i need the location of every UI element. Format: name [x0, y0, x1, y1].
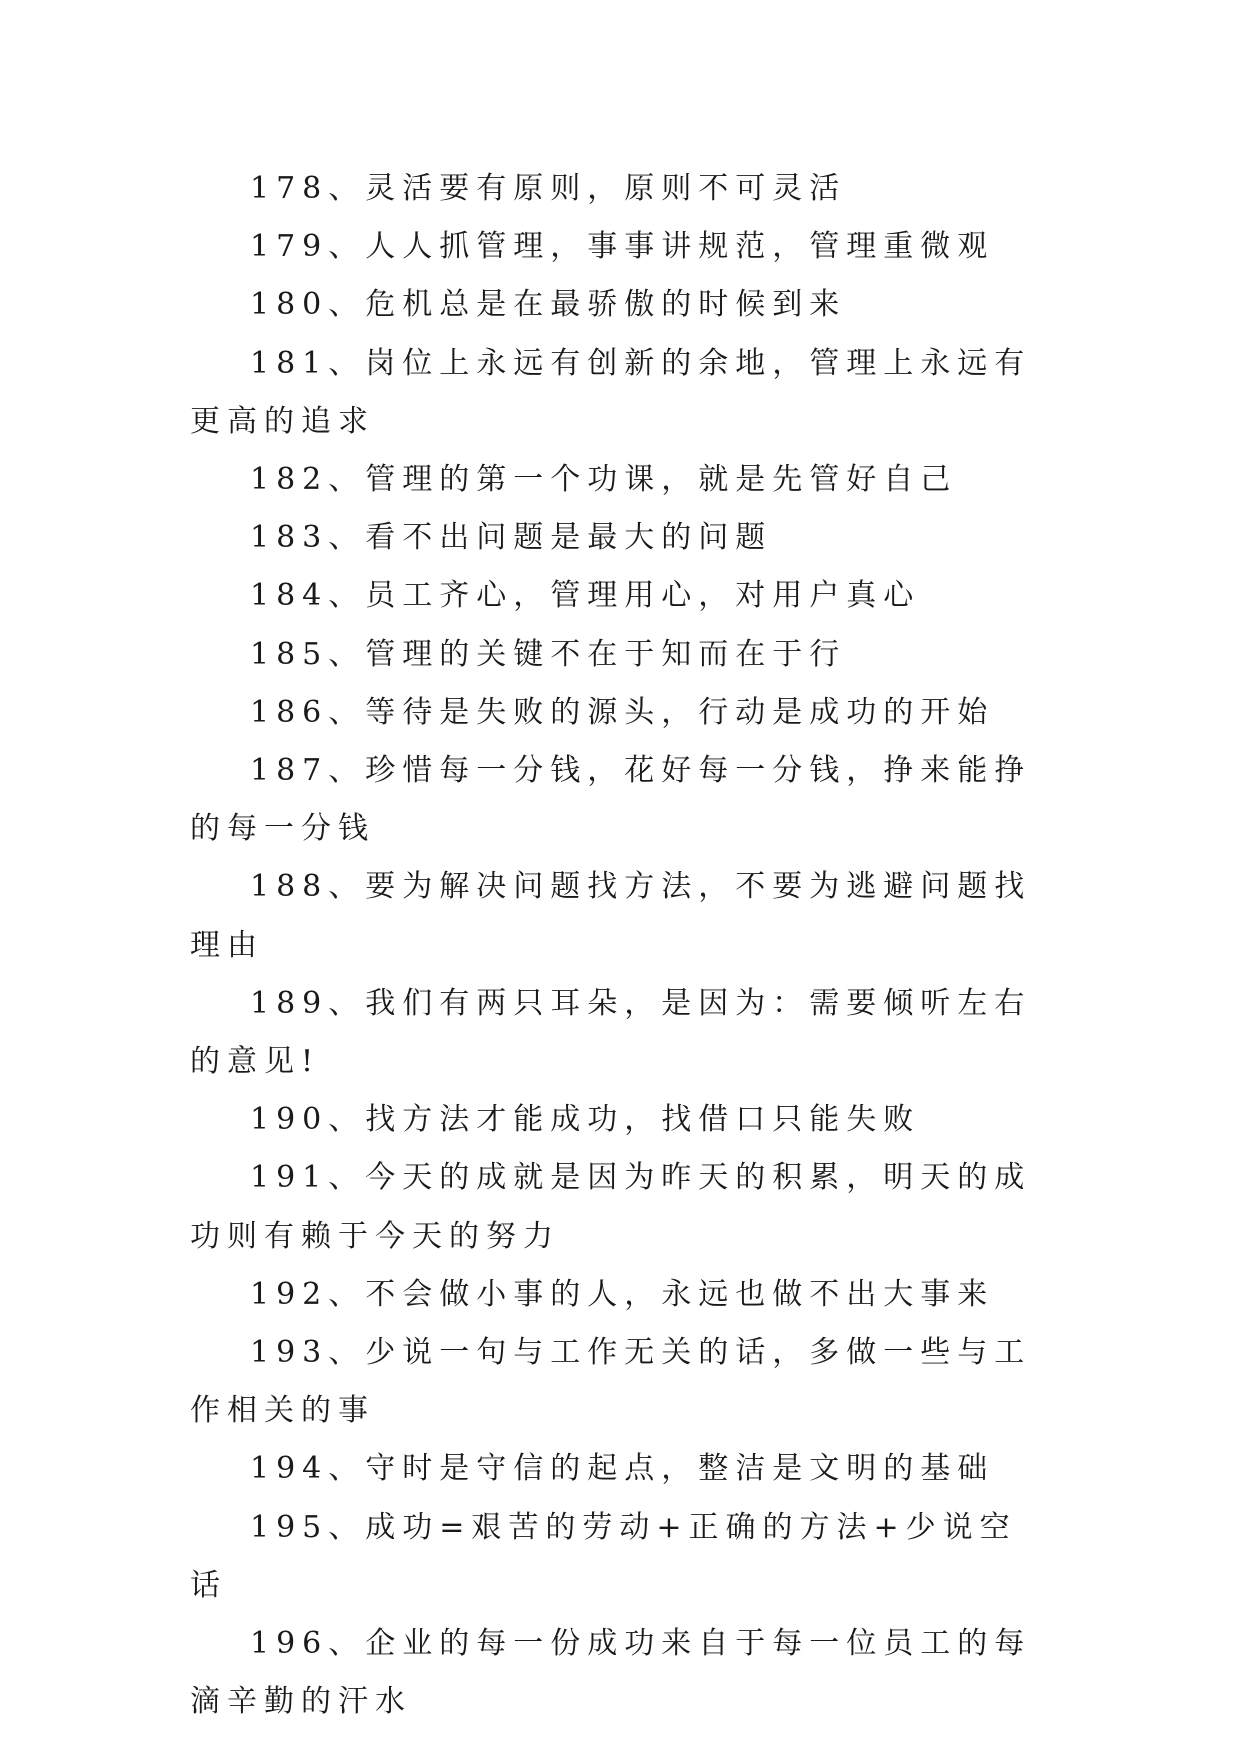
quote-item: 185、管理的关键不在于知而在于行 [250, 636, 847, 672]
quote-item: 190、找方法才能成功，找借口只能失败 [250, 1102, 921, 1138]
quote-item: 183、看不出问题是最大的问题 [250, 520, 773, 556]
quote-item: 181、岗位上永远有创新的余地，管理上永远有更高的追求 [190, 345, 1032, 439]
quote-item: 196、企业的每一份成功来自于每一位员工的每滴辛勤的汗水 [190, 1626, 1032, 1720]
quote-item: 189、我们有两只耳朵，是因为：需要倾听左右的意见! [190, 985, 1032, 1080]
quote-item: 184、员工齐心，管理用心，对用户真心 [250, 578, 921, 614]
quote-item: 191、今天的成就是因为昨天的积累，明天的成功则有赖于今天的努力 [190, 1160, 1032, 1254]
quote-item: 195、成功=艰苦的劳动+正确的方法+少说空话 [190, 1509, 1017, 1603]
quote-item: 194、守时是守信的起点，整洁是文明的基础 [250, 1451, 995, 1487]
quote-item: 187、珍惜每一分钱，花好每一分钱，挣来能挣的每一分钱 [190, 753, 1032, 847]
quote-item: 188、要为解决问题找方法，不要为逃避问题找理由 [190, 869, 1032, 963]
quote-item: 179、人人抓管理，事事讲规范，管理重微观 [250, 229, 995, 265]
quote-item: 180、危机总是在最骄傲的时候到来 [250, 287, 847, 323]
quote-item: 193、少说一句与工作无关的话，多做一些与工作相关的事 [190, 1335, 1032, 1429]
quote-item: 178、灵活要有原则，原则不可灵活 [250, 171, 847, 206]
quote-item: 182、管理的第一个功课，就是先管好自己 [250, 462, 958, 498]
quote-item: 192、不会做小事的人，永远也做不出大事来 [250, 1276, 995, 1312]
quote-item: 186、等待是失败的源头，行动是成功的开始 [250, 694, 995, 730]
quote-list [190, 160, 1050, 1731]
